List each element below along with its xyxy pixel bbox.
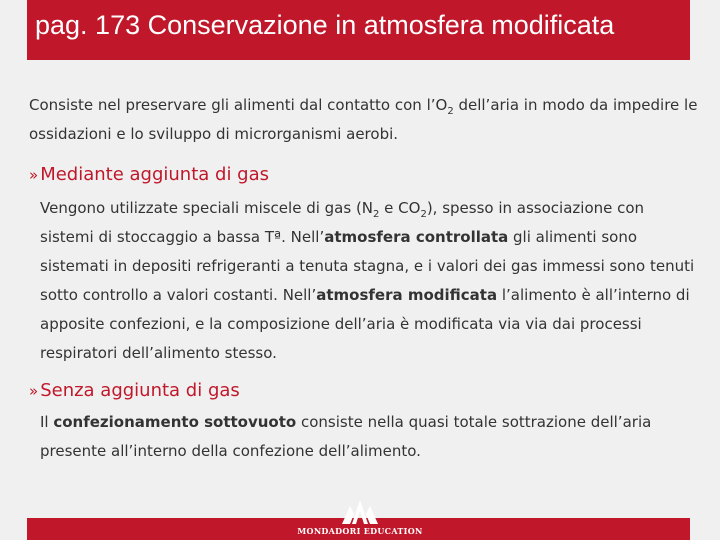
body-text: l’alimento è all’interno di apposite confezioni, e la composizione dell’aria è modificata via via dai processi respiratori dell’alimento stesso. xyxy=(40,286,690,362)
bold-term: atmosfera controllata xyxy=(324,228,509,246)
page-title: pag. 173 Conservazione in atmosfera modificata xyxy=(35,10,615,40)
intro-text-2: dell’aria in modo da impedire le ossidazioni e lo sviluppo di microrganismi aerobi. xyxy=(29,96,698,143)
body-text: gli alimenti sono sistemati in depositi refrigeranti a tenuta stagna, e i valori dei gas immessi sono tenuti sotto controllo a valori costanti. Nell’ xyxy=(40,228,695,304)
publisher-logo xyxy=(280,496,440,540)
body-text: consiste nella quasi totale sottrazione dell’aria presente all’interno della confezione dell’alimento. xyxy=(40,413,652,460)
body-text: ), spesso in associazione con sistemi di stoccaggio a bassa Tª. Nell’ xyxy=(40,199,645,246)
intro-subscript: 2 xyxy=(447,106,454,117)
bullet-chevron-icon: » xyxy=(29,382,39,400)
section-heading-label: Senza aggiunta di gas xyxy=(40,380,240,401)
body-text: Il xyxy=(40,413,54,431)
publisher-name: MONDADORI EDUCATION xyxy=(297,526,423,536)
bold-term: atmosfera modificata xyxy=(316,286,498,304)
section-heading-without-gas xyxy=(29,380,240,401)
subscript: 2 xyxy=(373,209,380,220)
body-text: e CO xyxy=(379,199,421,217)
body-text: Vengono utilizzate speciali miscele di gas (N xyxy=(40,199,374,217)
intro-text-1: Consiste nel preservare gli alimenti dal contatto con l’O xyxy=(29,96,448,114)
section-heading-label: Mediante aggiunta di gas xyxy=(40,164,270,185)
section-heading-with-gas xyxy=(29,164,269,185)
bullet-chevron-icon: » xyxy=(29,166,39,184)
logo-mark-icon xyxy=(280,496,440,526)
section-body-with-gas xyxy=(40,194,700,368)
intro-paragraph xyxy=(29,91,699,149)
bold-term: confezionamento sottovuoto xyxy=(53,413,297,431)
section-body-without-gas xyxy=(40,408,700,466)
subscript: 2 xyxy=(420,209,427,220)
